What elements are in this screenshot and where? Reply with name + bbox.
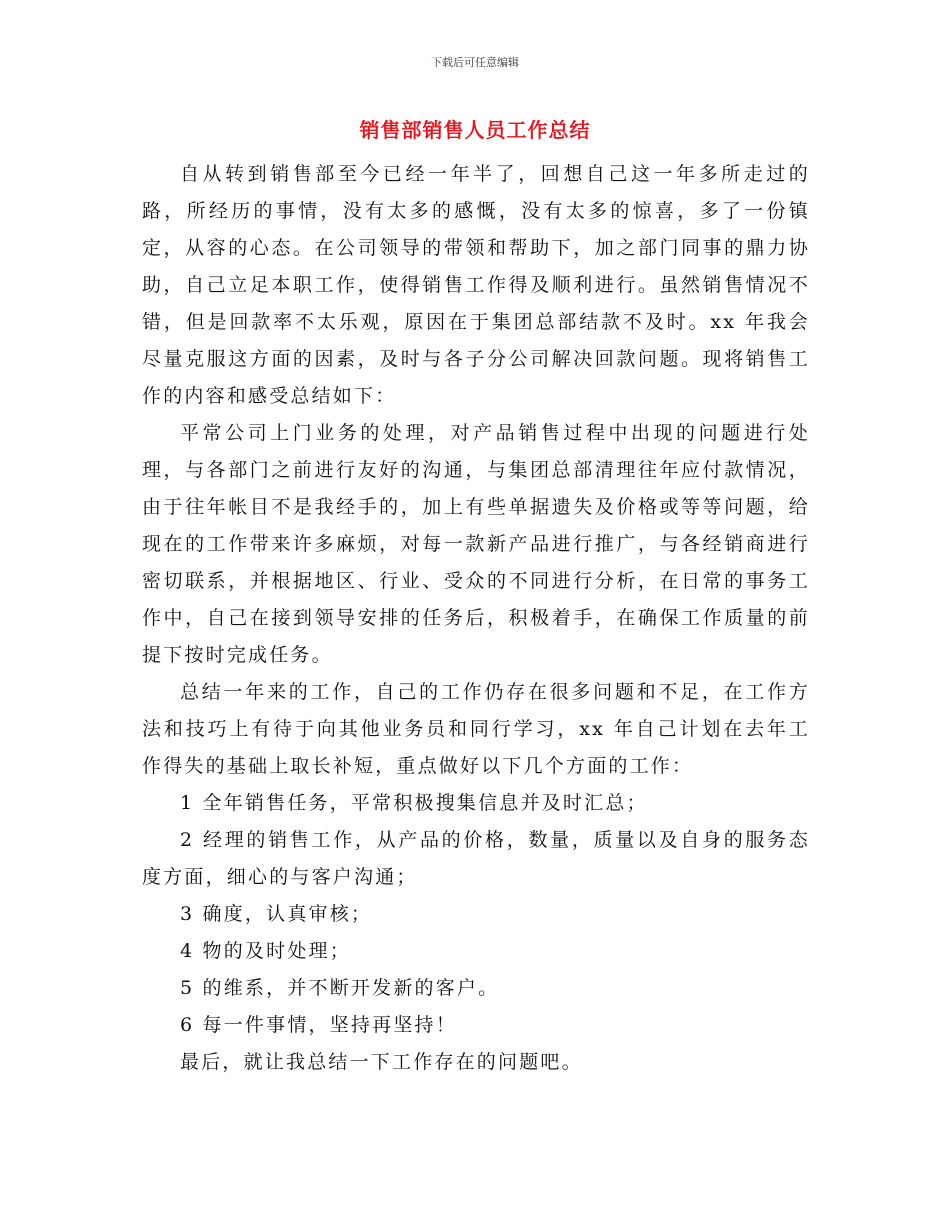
list-item-6: 6 每一件事情，坚持再坚持！ — [180, 1014, 457, 1036]
document-body — [142, 156, 810, 1081]
document-title: 销售部销售人员工作总结 — [359, 118, 591, 142]
paragraph-summary: 总结一年来的工作，自己的工作仍存在很多问题和不足，在工作方法和技巧上有待于向其他业务员和同行学习，xx 年自己计划在去年工作得失的基础上取长补短，重点做好以下几个方面的工作： — [142, 681, 810, 777]
paragraph-closing: 最后，就让我总结一下工作存在的问题吧。 — [180, 1051, 583, 1073]
list-item-3: 3 确度，认真审核； — [180, 903, 373, 925]
list-item-2: 2 经理的销售工作，从产品的价格，数量，质量以及自身的服务态度方面，细心的与客户沟通； — [142, 829, 810, 888]
header-note: 下载后可任意编辑 — [431, 56, 519, 69]
paragraph-daily-work: 平常公司上门业务的处理，对产品销售过程中出现的问题进行处理，与各部门之前进行友好的沟通，与集团总部清理往年应付款情况，由于往年帐目不是我经手的，加上有些单据遗失及价格或等等问题，给现在的工作带来许多麻烦，对每一款新产品进行推广，与各经销商进行密切联系，并根据地区、行业、受众的不同进行分析，在日常的事务工作中，自己在接到领导安排的任务后，积极着手，在确保工作质量的前提下按时完成任务。 — [142, 422, 810, 666]
list-item-4: 4 物的及时处理； — [180, 940, 351, 962]
list-item-1: 1 全年销售任务，平常积极搜集信息并及时汇总； — [180, 792, 648, 814]
paragraph-intro: 自从转到销售部至今已经一年半了，回想自己这一年多所走过的路，所经历的事情，没有太多的感慨，没有太多的惊喜，多了一份镇定，从容的心态。在公司领导的带领和帮助下，加之部门同事的鼎力协助，自己立足本职工作，使得销售工作得及顺利进行。虽然销售情况不错，但是回款率不太乐观，原因在于集团总部结款不及时。xx 年我会尽量克服这方面的因素，及时与各子分公司解决回款问题。现将销售工作的内容和感受总结如下： — [142, 163, 810, 407]
list-item-5: 5 的维系，并不断开发新的客户。 — [180, 977, 500, 999]
